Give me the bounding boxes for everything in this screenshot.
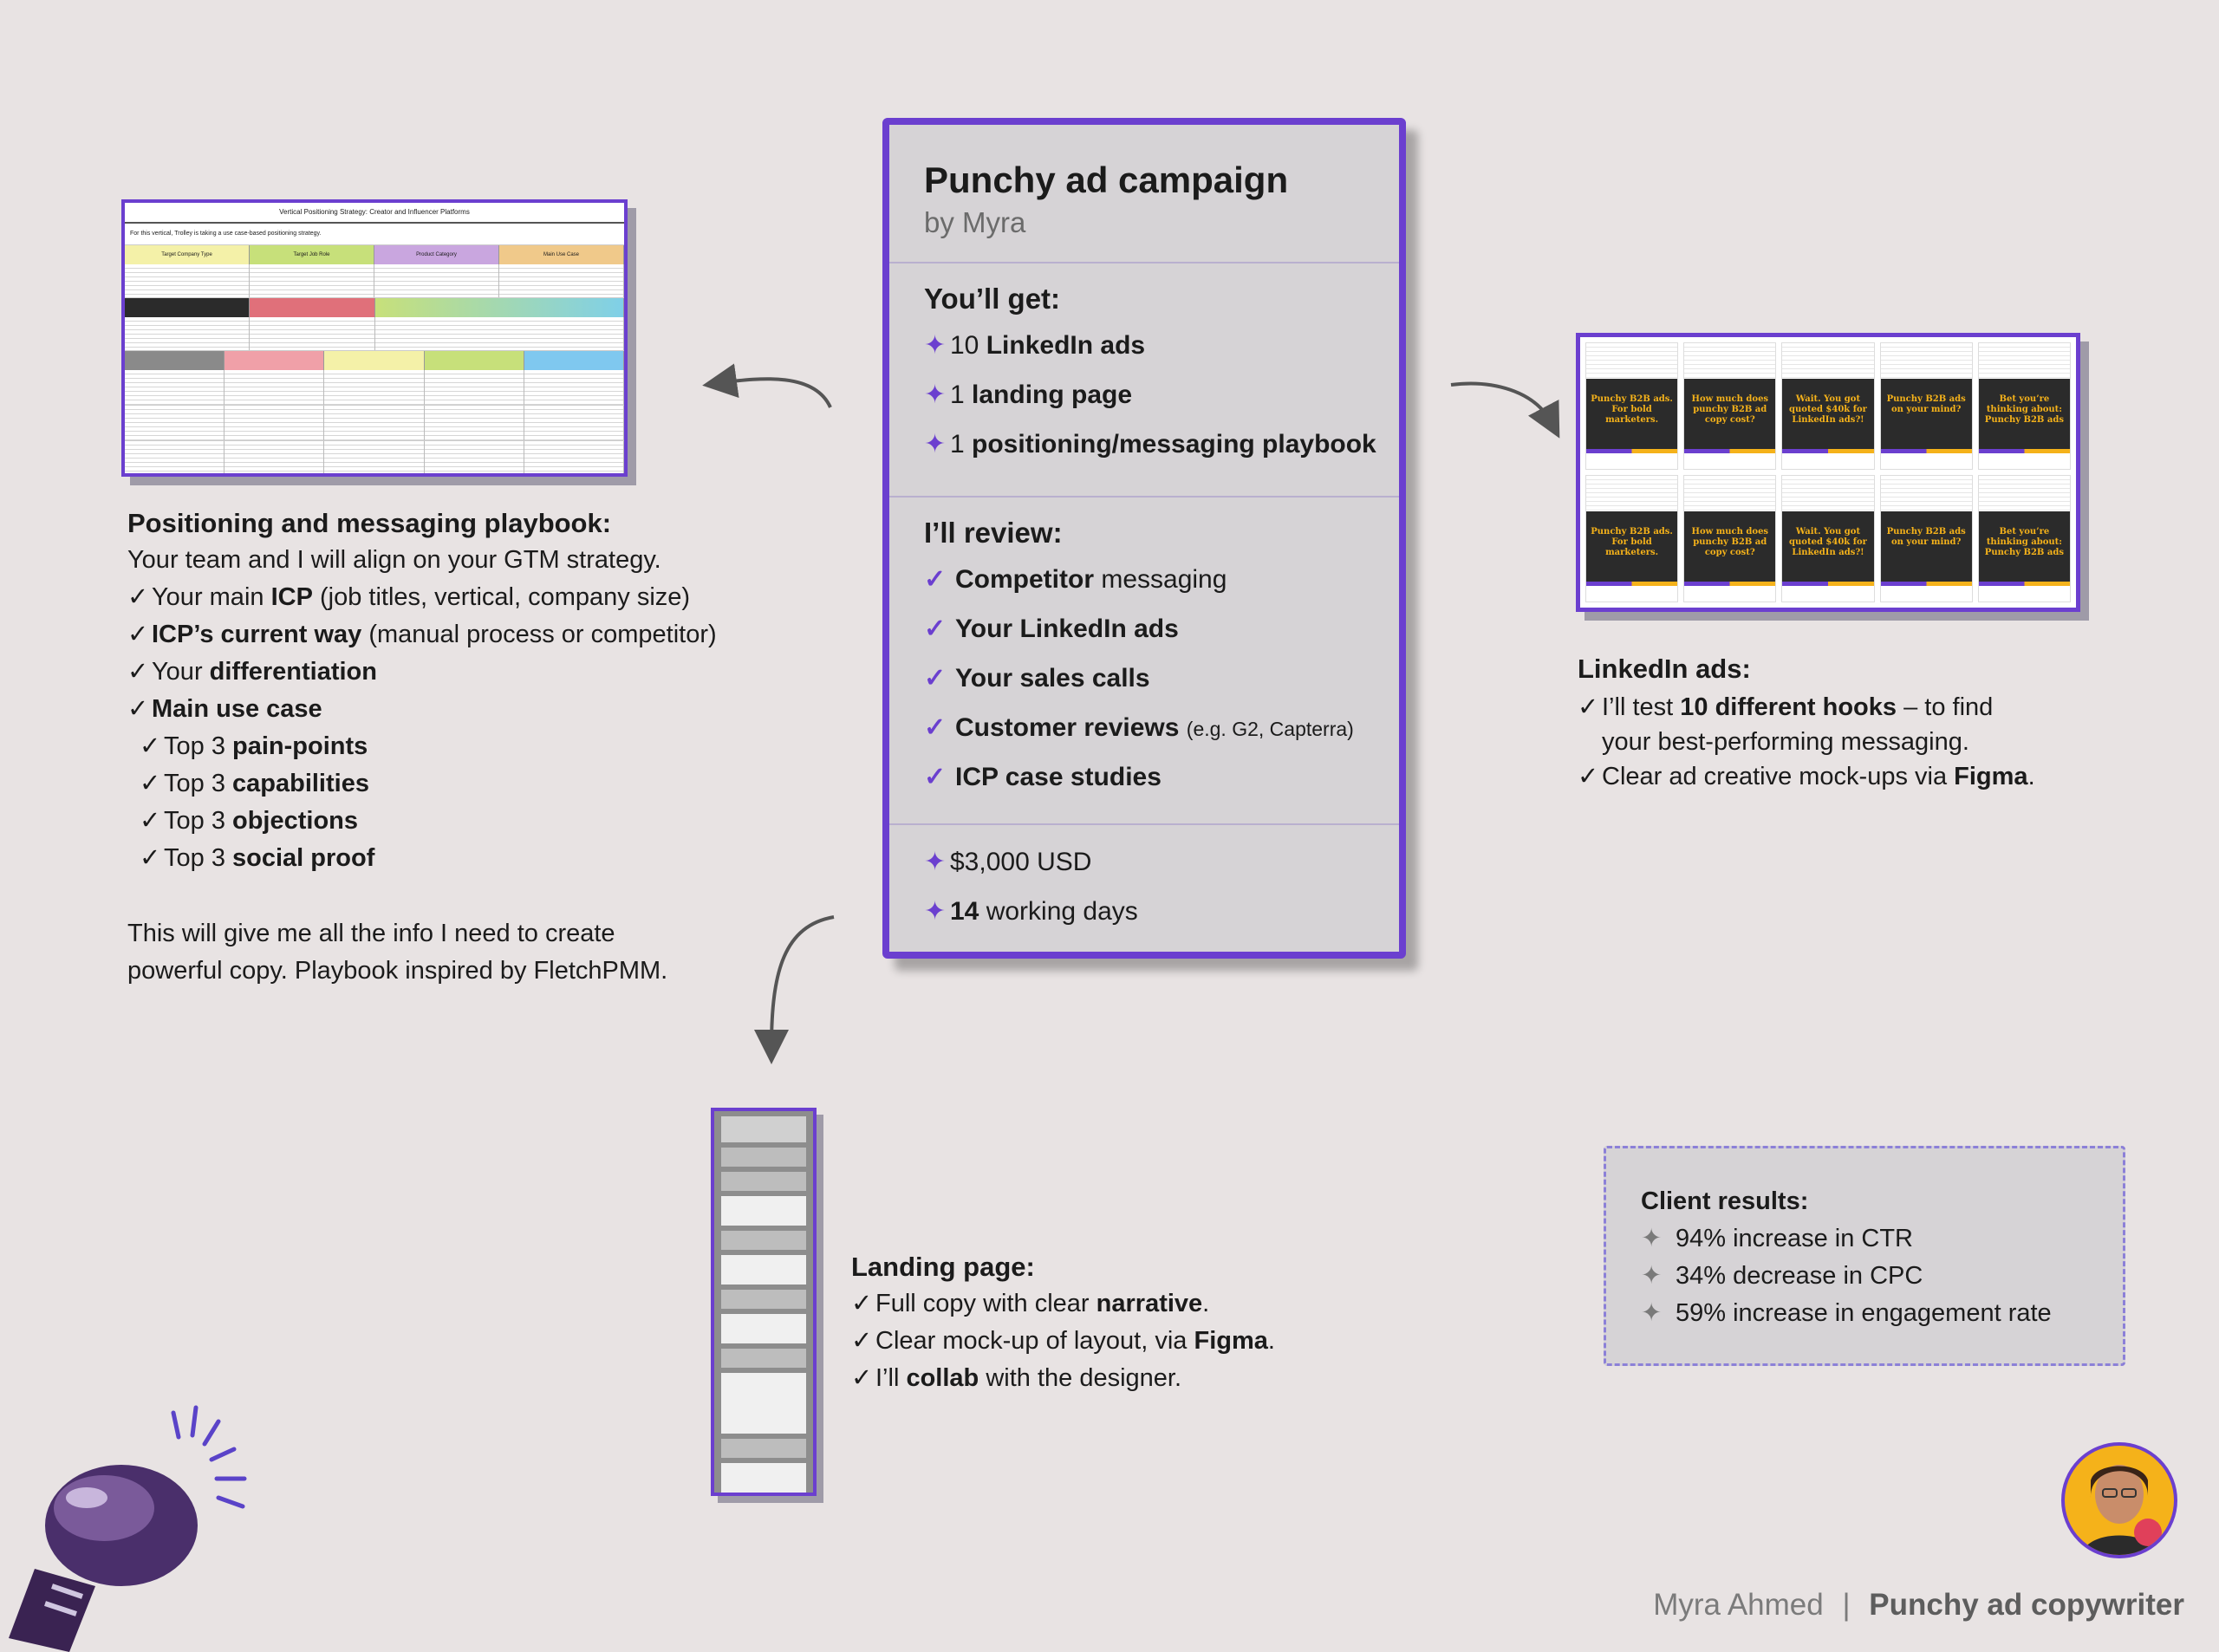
ad-mockup: Punchy B2B ads. For bold marketers. [1585,475,1678,602]
landing-item: ✓ Full copy with clear narrative. [851,1285,1458,1323]
check-icon: ✓ [924,713,947,742]
get-heading: You’ll get: [924,283,1061,315]
playbook-heading: Positioning and messaging playbook: [127,508,612,538]
playbook-item: ✓ Your differentiation [127,654,786,691]
playbook-intro: Your team and I will align on your GTM strategy. [127,546,661,574]
ads-item: ✓ I’ll test 10 different hooks – to find [1578,690,2184,725]
playbook-thumb-title: Vertical Positioning Strategy: Creator and Influencer Platforms [125,203,624,224]
card-price-section [889,825,1399,936]
days-item: ✦ 14 working days [924,887,1399,936]
footer-role: Punchy ad copywriter [1869,1588,2184,1622]
sparkle-icon: ✦ [924,331,947,360]
check-icon: ✓ [140,732,161,760]
ad-mockup: How much does punchy B2B ad copy cost? [1683,342,1776,470]
campaign-card [882,118,1406,959]
linkedin-ads-thumbnail [1576,333,2080,612]
avatar [2061,1442,2177,1558]
playbook-thumb-col: Product Category [374,245,499,264]
ad-mockup: Punchy B2B ads on your mind? [1880,475,1973,602]
check-icon: ✓ [924,565,947,594]
arrow-left-icon [719,379,830,407]
check-icon: ✓ [851,1290,873,1317]
playbook-thumb-col: Target Job Role [250,245,374,264]
get-item: ✦ 1 positioning/messaging playbook [924,420,1399,469]
review-heading: I’ll review: [924,517,1063,549]
arrow-right-icon [1451,384,1552,423]
results-item: ✦ 34% decrease in CPC [1641,1258,2123,1295]
sparkle-icon: ✦ [924,897,947,926]
playbook-thumb-col: Target Company Type [125,245,250,264]
sparkle-icon: ✦ [1641,1262,1663,1290]
playbook-item: ✓ Main use case [127,691,786,728]
review-item: ✓ Your sales calls [924,654,1399,703]
playbook-sub-item: ✓ Top 3 objections [127,803,786,840]
playbook-footer-line: powerful copy. Playbook inspired by FletchPMM. [127,957,668,985]
card-subtitle: by Myra [924,206,1026,238]
footer-separator: | [1842,1588,1851,1622]
check-icon: ✓ [127,695,149,723]
landing-heading: Landing page: [851,1252,1035,1282]
get-item: ✦ 1 landing page [924,370,1399,420]
linkedin-ads-section [1578,652,2184,794]
check-icon: ✓ [127,658,149,686]
sparkle-icon: ✦ [924,430,947,459]
sparkle-icon: ✦ [1641,1299,1663,1327]
check-icon: ✓ [851,1364,873,1392]
playbook-item: ✓ Your main ICP (job titles, vertical, company size) [127,579,786,616]
ad-mockup: Punchy B2B ads on your mind? [1880,342,1973,470]
card-title: Punchy ad campaign [924,159,1289,200]
check-icon: ✓ [924,664,947,693]
client-results-box [1604,1146,2125,1366]
ad-mockup: Wait. You got quoted $40k for LinkedIn ads?! [1781,475,1874,602]
check-icon: ✓ [140,844,161,872]
playbook-thumb-col: Main Use Case [499,245,624,264]
sparkle-icon: ✦ [1641,1225,1663,1252]
arrow-down-icon [771,917,834,1047]
landing-item: ✓ Clear mock-up of layout, via Figma. [851,1323,1458,1360]
boxing-glove-icon [0,1395,260,1652]
sparkle-icon: ✦ [924,380,947,409]
ad-mockup: Bet you’re thinking about: Punchy B2B ads [1978,342,2071,470]
results-item: ✦ 94% increase in CTR [1641,1220,2123,1258]
card-get-section [889,263,1399,498]
ads-item-continued: your best-performing messaging. [1602,728,1969,756]
check-icon: ✓ [924,763,947,791]
ad-mockup: Wait. You got quoted $40k for LinkedIn ads?! [1781,342,1874,470]
get-item: ✦ 10 LinkedIn ads [924,321,1399,370]
ads-heading: LinkedIn ads: [1578,654,1751,684]
review-item: ✓ ICP case studies [924,752,1399,802]
card-review-section [889,498,1399,825]
check-icon: ✓ [924,615,947,643]
check-icon: ✓ [851,1327,873,1355]
sparkle-icon: ✦ [924,848,947,876]
playbook-sub-item: ✓ Top 3 pain-points [127,728,786,765]
playbook-footer-line: This will give me all the info I need to create [127,920,615,947]
footer-name: Myra Ahmed [1653,1588,1824,1622]
check-icon: ✓ [1578,763,1599,790]
landing-item: ✓ I’ll collab with the designer. [851,1360,1458,1397]
ad-mockup: Punchy B2B ads. For bold marketers. [1585,342,1678,470]
person-icon [2065,1446,2174,1555]
check-icon: ✓ [127,621,149,648]
review-item: ✓ Customer reviews (e.g. G2, Capterra) [924,703,1399,752]
results-heading: Client results: [1641,1187,1809,1215]
price-item: ✦ $3,000 USD [924,837,1399,887]
ads-item: ✓ Clear ad creative mock-ups via Figma. [1578,759,2184,794]
playbook-thumb-intro: For this vertical, Trolley is taking a use case-based positioning strategy. [125,224,624,245]
results-item: ✦ 59% increase in engagement rate [1641,1295,2123,1332]
review-item: ✓ Your LinkedIn ads [924,604,1399,654]
footer-signature [1612,1588,2184,1623]
check-icon: ✓ [127,583,149,611]
landing-page-thumbnail [711,1108,817,1496]
card-header [889,125,1399,263]
ad-mockup: How much does punchy B2B ad copy cost? [1683,475,1776,602]
ad-mockup: Bet you’re thinking about: Punchy B2B ads [1978,475,2071,602]
check-icon: ✓ [1578,693,1599,721]
check-icon: ✓ [140,770,161,797]
landing-page-section [851,1248,1458,1397]
review-item: ✓ Competitor messaging [924,555,1399,604]
check-icon: ✓ [140,807,161,835]
playbook-sub-item: ✓ Top 3 social proof [127,840,786,877]
playbook-item: ✓ ICP’s current way (manual process or competitor) [127,616,786,654]
playbook-sub-item: ✓ Top 3 capabilities [127,765,786,803]
